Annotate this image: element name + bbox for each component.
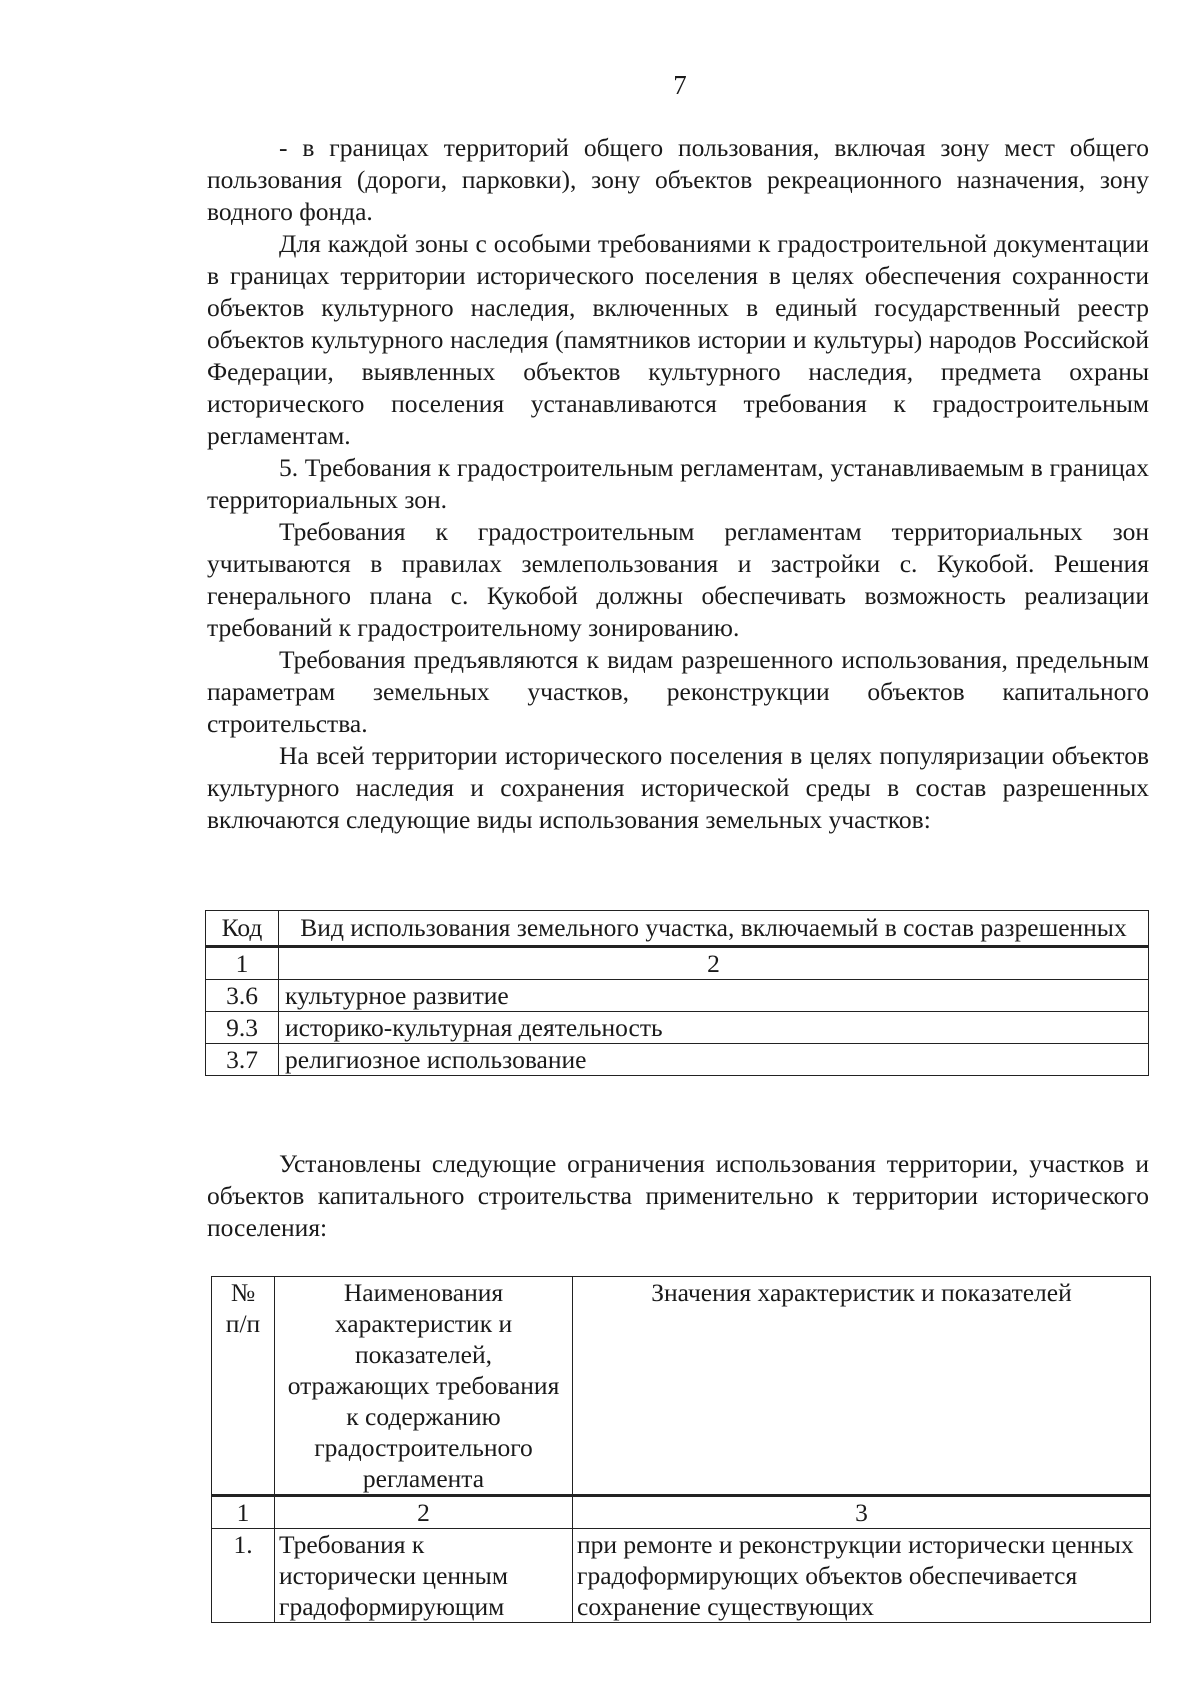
paragraph-zone-requirements: Для каждой зоны с особыми требованиями к градостроительной документации в границах территории исторического поселения в целях обеспечения сохранности объектов культурного наследия, включенных в единый государственный реестр объектов культурного наследия (памятников истории и культуры) народов Российской Федерации, выявленных объектов культурного наследия, предмета охраны исторического поселения устанавливаются требования к градостроительным регламентам.	[207, 229, 1149, 450]
table-numbering-row	[206, 947, 1149, 980]
column-number: 2	[275, 1496, 573, 1529]
paragraph-permitted-use: Требования предъявляются к видам разрешенного использования, предельным параметрам земельных участков, реконструкции объектов капитального строительства.	[207, 645, 1149, 738]
row-code: 3.7	[206, 1044, 279, 1076]
header-characteristic-value: Значения характеристик и показателей	[573, 1277, 1151, 1496]
table-header-row	[212, 1277, 1151, 1496]
header-use-type: Вид использования земельного участка, включаемый в состав разрешенных	[279, 911, 1149, 947]
column-number: 1	[206, 947, 279, 980]
table-header-row	[206, 911, 1149, 947]
table-numbering-row	[212, 1496, 1151, 1529]
header-number: № п/п	[212, 1277, 275, 1496]
row-number: 1.	[212, 1529, 275, 1623]
restrictions-table	[211, 1276, 1151, 1623]
row-use-name: историко-культурная деятельность	[279, 1012, 1149, 1044]
paragraph-popularization: На всей территории исторического поселения в целях популяризации объектов культурного наследия и сохранения исторической среды в состав разрешенных включаются следующие виды использования земельных участков:	[207, 741, 1149, 834]
table-row	[206, 1012, 1149, 1044]
table-row	[206, 980, 1149, 1012]
row-code: 9.3	[206, 1012, 279, 1044]
column-number: 1	[212, 1496, 275, 1529]
paragraph-land-rules: Требования к градостроительным регламентам территориальных зон учитываются в правилах землепользования и застройки с. Кукобой. Решения генерального плана с. Кукобой должны обеспечивать возможность реализации требований к градостроительному зонированию.	[207, 517, 1149, 642]
row-characteristic-name: Требования к исторически ценным градоформирующим	[275, 1529, 573, 1623]
paragraph-restrictions: Установлены следующие ограничения использования территории, участков и объектов капитального строительства применительно к территории исторического поселения:	[207, 1149, 1149, 1242]
row-use-name: культурное развитие	[279, 980, 1149, 1012]
row-use-name: религиозное использование	[279, 1044, 1149, 1076]
header-characteristic-name: Наименования характеристик и показателей, отражающих требования к содержанию градостроительного регламента	[275, 1277, 573, 1496]
land-use-table	[205, 910, 1149, 1076]
page-number: 7	[673, 70, 687, 100]
column-number: 3	[573, 1496, 1151, 1529]
header-code: Код	[206, 911, 279, 947]
restrictions-intro	[207, 1148, 1149, 1244]
table-row	[206, 1044, 1149, 1076]
table-row	[212, 1529, 1151, 1623]
body-text	[207, 132, 1149, 836]
paragraph-section-5: 5. Требования к градостроительным регламентам, устанавливаемым в границах территориальных зон.	[207, 453, 1149, 514]
column-number: 2	[279, 947, 1149, 980]
paragraph-zones-list: - в границах территорий общего пользования, включая зону мест общего пользования (дороги, парковки), зону объектов рекреационного назначения, зону водного фонда.	[207, 133, 1149, 226]
row-characteristic-value: при ремонте и реконструкции исторически ценных градоформирующих объектов обеспечивается сохранение существующих	[573, 1529, 1151, 1623]
row-code: 3.6	[206, 980, 279, 1012]
